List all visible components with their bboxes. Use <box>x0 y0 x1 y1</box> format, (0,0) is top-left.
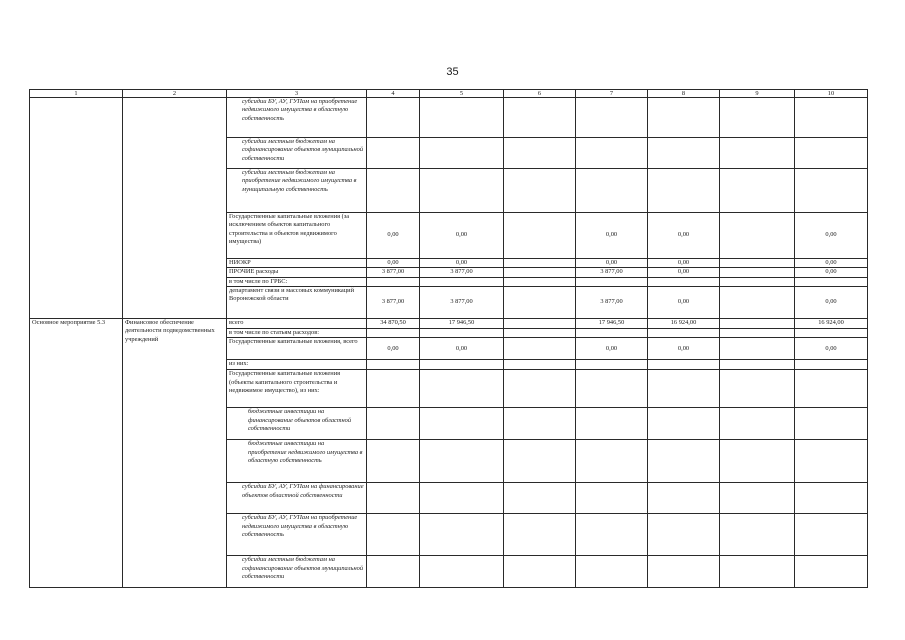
cell-value <box>795 440 868 483</box>
cell-description: субсидии местным бюджетам на приобретение недвижимого имущества в муниципальную собственность <box>227 169 367 213</box>
cell-value <box>420 408 504 440</box>
cell-value: 3 877,00 <box>367 268 420 277</box>
column-number-row <box>30 90 868 98</box>
cell-description: Государственные капитальные вложения (за исключением объектов капитального строительства и объектов недвижимого имущества) <box>227 213 367 259</box>
cell-value: 0,00 <box>367 259 420 268</box>
cell-value: 0,00 <box>420 259 504 268</box>
cell-value <box>720 514 795 556</box>
column-header: 4 <box>367 90 420 98</box>
cell-value <box>795 277 868 286</box>
cell-value <box>504 556 576 588</box>
cell-value <box>367 138 420 169</box>
cell-value <box>648 370 720 408</box>
cell-value <box>504 259 576 268</box>
cell-description: субсидии местным бюджетам на софинансирование объектов муниципальной собственности <box>227 138 367 169</box>
cell-value <box>720 338 795 360</box>
cell-value <box>576 440 648 483</box>
budget-table <box>29 89 868 588</box>
cell-col2 <box>123 98 227 319</box>
cell-value <box>576 98 648 138</box>
cell-value: 0,00 <box>795 259 868 268</box>
cell-description: Государственные капитальные вложения (объекты капитального строительства и недвижимое имущество), из них: <box>227 370 367 408</box>
column-header: 8 <box>648 90 720 98</box>
cell-value: 0,00 <box>367 338 420 360</box>
cell-value <box>576 370 648 408</box>
page-number: 35 <box>446 66 459 78</box>
column-header: 5 <box>420 90 504 98</box>
cell-value <box>504 213 576 259</box>
cell-value <box>648 328 720 337</box>
cell-value <box>795 370 868 408</box>
cell-value: 0,00 <box>420 338 504 360</box>
cell-value <box>648 440 720 483</box>
table-row <box>30 98 868 138</box>
cell-value <box>504 370 576 408</box>
cell-value <box>367 328 420 337</box>
cell-value <box>648 360 720 370</box>
cell-value: 0,00 <box>795 268 868 277</box>
cell-value <box>504 277 576 286</box>
cell-description: бюджетные инвестиции на приобретение недвижимого имущества в областную собственность <box>227 440 367 483</box>
cell-value <box>720 370 795 408</box>
cell-value <box>504 169 576 213</box>
cell-value <box>720 408 795 440</box>
cell-value <box>420 556 504 588</box>
cell-value <box>795 98 868 138</box>
cell-value <box>648 483 720 514</box>
cell-value <box>648 138 720 169</box>
cell-value <box>504 483 576 514</box>
cell-value <box>367 514 420 556</box>
cell-value <box>420 138 504 169</box>
cell-value <box>648 277 720 286</box>
cell-value <box>504 318 576 328</box>
cell-value <box>367 277 420 286</box>
cell-description: Государственные капитальные вложения, всего <box>227 338 367 360</box>
cell-value <box>795 360 868 370</box>
cell-value <box>367 408 420 440</box>
cell-value <box>420 440 504 483</box>
cell-value <box>795 514 868 556</box>
cell-value <box>420 277 504 286</box>
cell-value <box>504 440 576 483</box>
table-row <box>30 318 868 328</box>
cell-value: 0,00 <box>648 268 720 277</box>
column-header: 1 <box>30 90 123 98</box>
column-header: 2 <box>123 90 227 98</box>
cell-value: 17 946,50 <box>420 318 504 328</box>
cell-value <box>648 408 720 440</box>
cell-value <box>576 328 648 337</box>
cell-value <box>367 370 420 408</box>
cell-value <box>795 408 868 440</box>
column-header: 3 <box>227 90 367 98</box>
cell-value <box>504 268 576 277</box>
cell-description: всего <box>227 318 367 328</box>
cell-description: в том числе по ГРБС: <box>227 277 367 286</box>
cell-value: 3 877,00 <box>367 286 420 318</box>
cell-value <box>504 328 576 337</box>
activity-code-cell: Основное мероприятие 5.3 <box>30 318 123 587</box>
cell-value <box>576 169 648 213</box>
cell-value <box>367 360 420 370</box>
cell-value <box>720 318 795 328</box>
cell-value <box>720 440 795 483</box>
cell-value: 0,00 <box>648 338 720 360</box>
cell-value: 3 877,00 <box>420 286 504 318</box>
cell-description: НИОКР <box>227 259 367 268</box>
cell-value: 0,00 <box>648 213 720 259</box>
cell-value <box>720 138 795 169</box>
cell-value <box>420 483 504 514</box>
cell-value <box>795 556 868 588</box>
cell-value: 0,00 <box>795 286 868 318</box>
cell-value <box>720 556 795 588</box>
activity-name-cell: Финансовое обеспечение деятельности подведомственных учреждений <box>123 318 227 587</box>
cell-value: 0,00 <box>795 338 868 360</box>
cell-value <box>576 483 648 514</box>
cell-value <box>420 360 504 370</box>
cell-value <box>720 483 795 514</box>
cell-col1 <box>30 98 123 319</box>
cell-description: субсидии местным бюджетам на софинансирование объектов муниципальной собственности <box>227 556 367 588</box>
cell-value: 0,00 <box>420 213 504 259</box>
cell-value: 34 870,50 <box>367 318 420 328</box>
cell-value <box>420 328 504 337</box>
cell-value <box>504 514 576 556</box>
cell-value: 0,00 <box>795 213 868 259</box>
column-header: 6 <box>504 90 576 98</box>
cell-value <box>504 138 576 169</box>
cell-description: в том числе по статьям расходов: <box>227 328 367 337</box>
cell-description: из них: <box>227 360 367 370</box>
cell-value: 16 924,00 <box>648 318 720 328</box>
cell-value <box>576 408 648 440</box>
cell-value <box>720 277 795 286</box>
cell-value <box>720 360 795 370</box>
cell-value: 0,00 <box>648 259 720 268</box>
cell-value <box>795 169 868 213</box>
cell-value <box>576 277 648 286</box>
column-header: 10 <box>795 90 868 98</box>
cell-value: 0,00 <box>367 213 420 259</box>
cell-description: субсидии БУ, АУ, ГУПам на приобретение недвижимого имущества в областную собственность <box>227 514 367 556</box>
cell-value <box>367 483 420 514</box>
cell-value <box>420 169 504 213</box>
cell-value <box>576 556 648 588</box>
cell-value <box>576 138 648 169</box>
cell-value <box>648 514 720 556</box>
cell-value <box>720 259 795 268</box>
cell-value <box>648 556 720 588</box>
cell-value: 0,00 <box>576 213 648 259</box>
cell-description: ПРОЧИЕ расходы <box>227 268 367 277</box>
cell-value: 0,00 <box>576 338 648 360</box>
cell-value <box>795 138 868 169</box>
cell-value <box>720 328 795 337</box>
cell-value: 0,00 <box>648 286 720 318</box>
column-header: 7 <box>576 90 648 98</box>
cell-value: 0,00 <box>576 259 648 268</box>
cell-value <box>795 328 868 337</box>
cell-value: 17 946,50 <box>576 318 648 328</box>
cell-value: 16 924,00 <box>795 318 868 328</box>
cell-value <box>504 408 576 440</box>
cell-description: субсидии БУ, АУ, ГУПам на финансирование объектов областной собственности <box>227 483 367 514</box>
cell-value <box>648 169 720 213</box>
cell-value <box>504 98 576 138</box>
cell-value <box>367 169 420 213</box>
cell-value: 3 877,00 <box>576 268 648 277</box>
cell-value <box>648 98 720 138</box>
cell-value: 3 877,00 <box>576 286 648 318</box>
cell-value <box>720 213 795 259</box>
cell-value <box>795 483 868 514</box>
cell-value <box>420 98 504 138</box>
cell-value <box>720 169 795 213</box>
cell-value <box>576 360 648 370</box>
cell-description: бюджетные инвестиции на финансирование объектов областной собственности <box>227 408 367 440</box>
cell-value: 3 877,00 <box>420 268 504 277</box>
cell-value <box>720 98 795 138</box>
cell-description: субсидии БУ, АУ, ГУПам на приобретение недвижимого имущества в областную собственность <box>227 98 367 138</box>
cell-description: департамент связи и массовых коммуникаций Воронежской области <box>227 286 367 318</box>
cell-value <box>367 440 420 483</box>
cell-value <box>504 360 576 370</box>
column-header: 9 <box>720 90 795 98</box>
cell-value <box>420 370 504 408</box>
cell-value <box>420 514 504 556</box>
cell-value <box>504 338 576 360</box>
cell-value <box>367 98 420 138</box>
cell-value <box>720 286 795 318</box>
cell-value <box>720 268 795 277</box>
cell-value <box>504 286 576 318</box>
cell-value <box>576 514 648 556</box>
cell-value <box>367 556 420 588</box>
